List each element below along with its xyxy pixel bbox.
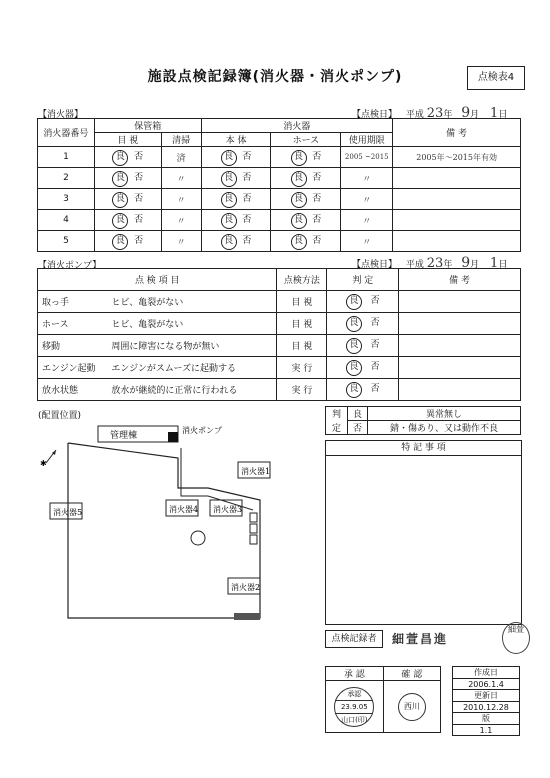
table-row — [38, 231, 521, 252]
item-judgement — [327, 379, 399, 401]
item-description: 放水が継続的に正常に行われる — [107, 379, 277, 401]
date-month: 9 — [461, 105, 471, 121]
legend-good-desc: 異常無し — [368, 407, 521, 421]
date-day: 1 — [490, 256, 499, 271]
remarks-value: 2005年～2015年有効 — [393, 147, 521, 168]
bad-mark: 否 — [312, 235, 322, 246]
item-remarks — [399, 357, 521, 379]
date-year-unit: 年 — [443, 110, 453, 120]
revision-table — [452, 666, 520, 736]
item-part: 取っ手 — [38, 291, 108, 313]
item-remarks — [399, 313, 521, 335]
body-judgement — [201, 231, 271, 252]
visual-judgement — [94, 231, 161, 252]
cleaning-value: 〃 — [161, 210, 201, 231]
page-title: 施設点検記録簿(消火器・消火ポンプ) — [147, 69, 403, 85]
bad-mark: 否 — [242, 193, 252, 204]
bad-mark: 否 — [370, 340, 380, 350]
cleaning-value: 〃 — [161, 189, 201, 210]
good-mark: 良 — [112, 192, 128, 208]
bad-mark: 否 — [134, 214, 144, 225]
updated-value: 2010.12.28 — [453, 702, 520, 713]
date-month-unit: 月 — [470, 110, 480, 120]
good-mark: 良 — [221, 192, 237, 208]
table-row — [38, 168, 521, 189]
expiry-value: 〃 — [341, 189, 393, 210]
item-method: 目 視 — [277, 335, 327, 357]
bad-mark: 否 — [134, 193, 144, 204]
item-method: 実 行 — [277, 357, 327, 379]
visual-judgement — [94, 210, 161, 231]
cleaning-value: 〃 — [161, 168, 201, 189]
confirm-stamp-cell — [383, 681, 440, 733]
bad-mark: 否 — [134, 151, 144, 162]
svg-text:消火器4: 消火器4 — [169, 505, 199, 514]
row-number: 5 — [38, 231, 95, 252]
bad-mark: 否 — [312, 214, 322, 225]
bad-mark: 否 — [242, 172, 252, 183]
hose-judgement — [271, 147, 341, 168]
item-description: ヒビ、亀裂がない — [107, 291, 277, 313]
bad-mark: 否 — [370, 384, 380, 394]
header-hose: ホース — [271, 133, 341, 147]
confirm-stamp: 西川 — [398, 693, 426, 721]
visual-judgement — [94, 189, 161, 210]
hose-judgement — [271, 231, 341, 252]
table-row — [38, 210, 521, 231]
recorder-seal: 細萱 — [502, 622, 530, 654]
table-row — [38, 379, 521, 401]
extinguisher-table — [37, 118, 521, 252]
bad-mark: 否 — [242, 151, 252, 162]
legend-bad-desc: 錆・傷あり、又は動作不良 — [368, 421, 521, 435]
header-remarks: 備 考 — [399, 269, 521, 291]
bad-mark: 否 — [134, 235, 144, 246]
item-description: 周囲に障害になる物が無い — [107, 335, 277, 357]
item-part: 放水状態 — [38, 379, 108, 401]
item-remarks — [399, 291, 521, 313]
floor-plan — [38, 418, 278, 628]
recorder-name: 細萱昌進 — [392, 632, 449, 646]
building-label: 管理棟 — [110, 431, 138, 441]
remarks-value — [393, 210, 521, 231]
pump-marker — [168, 432, 178, 442]
remarks-value — [393, 231, 521, 252]
special-notes-box — [325, 440, 522, 625]
compass-icon — [40, 450, 56, 468]
good-mark: 良 — [291, 171, 307, 187]
header-remarks: 備 考 — [393, 119, 521, 147]
cleaning-value: 済 — [161, 147, 201, 168]
date-day-unit: 日 — [498, 110, 508, 120]
item-part: 移動 — [38, 335, 108, 357]
header-visual: 目 視 — [94, 133, 161, 147]
bad-mark: 否 — [312, 151, 322, 162]
date-year: 23 — [426, 106, 444, 121]
body-judgement — [201, 147, 271, 168]
header-expiry: 使用期限 — [341, 133, 393, 147]
legend-bad-mark: 否 — [348, 421, 368, 435]
hatch-area — [234, 613, 260, 620]
good-mark: 良 — [346, 360, 362, 376]
item-judgement — [327, 357, 399, 379]
pump-table — [37, 268, 521, 401]
approval-table — [325, 666, 441, 733]
row-number: 3 — [38, 189, 95, 210]
version-value: 1.1 — [453, 725, 520, 736]
header-judge: 判 定 — [327, 269, 399, 291]
pump-location-label: 消火ポンプ — [182, 426, 222, 435]
body-judgement — [201, 210, 271, 231]
good-mark: 良 — [291, 192, 307, 208]
extinguisher-4-marker — [166, 500, 198, 516]
created-label: 作成日 — [453, 667, 520, 679]
bad-mark: 否 — [312, 193, 322, 204]
item-part: エンジン起動 — [38, 357, 108, 379]
confirm-label: 確 認 — [383, 667, 440, 681]
good-mark: 良 — [112, 213, 128, 229]
good-mark: 良 — [221, 150, 237, 166]
svg-text:✱: ✱ — [40, 459, 47, 468]
extinguisher-3-marker — [210, 500, 242, 516]
table-row — [38, 313, 521, 335]
legend-fixed: 定 — [326, 421, 348, 435]
item-method: 実 行 — [277, 379, 327, 401]
item-judgement — [327, 313, 399, 335]
extinguisher-rows — [38, 147, 521, 252]
item-method: 目 視 — [277, 313, 327, 335]
updated-label: 更新日 — [453, 690, 520, 702]
form-number: 点検表4 — [467, 66, 525, 90]
created-value: 2006.1.4 — [453, 679, 520, 690]
item-remarks — [399, 335, 521, 357]
good-mark: 良 — [221, 213, 237, 229]
header-method: 点検方法 — [277, 269, 327, 291]
table-row — [38, 147, 521, 168]
good-mark: 良 — [112, 234, 128, 250]
hose-judgement — [271, 189, 341, 210]
table-row — [38, 189, 521, 210]
item-description: ヒビ、亀裂がない — [107, 313, 277, 335]
good-mark: 良 — [346, 338, 362, 354]
svg-text:消火器3: 消火器3 — [213, 505, 243, 514]
row-number: 4 — [38, 210, 95, 231]
bad-mark: 否 — [370, 362, 380, 372]
bad-mark: 否 — [370, 318, 380, 328]
row-number: 1 — [38, 147, 95, 168]
date-era: 平成 — [405, 260, 424, 270]
item-method: 目 視 — [277, 291, 327, 313]
header-cleaning: 清掃 — [161, 133, 201, 147]
row-number: 2 — [38, 168, 95, 189]
legend-judge: 判 — [326, 407, 348, 421]
date-era: 平成 — [405, 110, 424, 120]
legend-good-mark: 良 — [348, 407, 368, 421]
body-judgement — [201, 189, 271, 210]
item-judgement — [327, 291, 399, 313]
header-item: 点 検 項 目 — [38, 269, 277, 291]
date-day: 1 — [490, 106, 499, 121]
extinguisher-5-marker — [50, 503, 82, 519]
good-mark: 良 — [291, 213, 307, 229]
extinguisher-section-label: 【消火器】 — [38, 110, 84, 120]
date-day-unit: 日 — [498, 260, 508, 270]
bad-mark: 否 — [242, 214, 252, 225]
header-storage: 保管箱 — [94, 119, 201, 133]
good-mark: 良 — [291, 234, 307, 250]
good-mark: 良 — [221, 171, 237, 187]
bad-mark: 否 — [312, 172, 322, 183]
table-row — [38, 335, 521, 357]
header-number: 消火器番号 — [38, 119, 95, 147]
bad-mark: 否 — [242, 235, 252, 246]
recorder-label: 点検記録者 — [325, 630, 383, 648]
item-judgement — [327, 335, 399, 357]
expiry-value: 〃 — [341, 231, 393, 252]
svg-text:消火器5: 消火器5 — [53, 508, 83, 517]
approve-stamp-cell — [326, 681, 384, 733]
extinguisher-1-marker — [238, 462, 270, 478]
header-body: 本 体 — [201, 133, 271, 147]
expiry-value: 2005 ~2015 — [341, 147, 393, 168]
version-label: 版 — [453, 713, 520, 725]
remarks-value — [393, 189, 521, 210]
visual-judgement — [94, 168, 161, 189]
approve-label: 承 認 — [326, 667, 384, 681]
equipment-box — [250, 513, 257, 522]
date-month: 9 — [461, 255, 471, 271]
legend-table — [325, 406, 521, 435]
approve-stamp — [334, 687, 374, 727]
date-label: 【点検日】 — [352, 260, 398, 270]
svg-text:消火器1: 消火器1 — [241, 467, 271, 476]
item-part: ホース — [38, 313, 108, 335]
table-row — [38, 291, 521, 313]
good-mark: 良 — [346, 382, 362, 398]
good-mark: 良 — [221, 234, 237, 250]
bad-mark: 否 — [370, 296, 380, 306]
good-mark: 良 — [112, 171, 128, 187]
remarks-value — [393, 168, 521, 189]
cleaning-value: 〃 — [161, 231, 201, 252]
equipment-box — [250, 535, 257, 544]
hose-judgement — [271, 210, 341, 231]
header-extinguisher: 消火器 — [201, 119, 393, 133]
table-row — [38, 357, 521, 379]
layout-label: (配置位置) — [38, 411, 82, 421]
approve-stamp-name: 山口(印) — [341, 715, 368, 724]
date-year: 23 — [426, 256, 444, 271]
special-notes-title: 特 記 事 項 — [326, 441, 521, 456]
body-judgement — [201, 168, 271, 189]
pump-section-label: 【消火ポンプ】 — [38, 261, 102, 271]
item-remarks — [399, 379, 521, 401]
svg-text:消火器2: 消火器2 — [231, 583, 261, 592]
approve-stamp-date: 23.9.05 — [335, 700, 373, 714]
good-mark: 良 — [346, 316, 362, 332]
good-mark: 良 — [112, 150, 128, 166]
bad-mark: 否 — [134, 172, 144, 183]
good-mark: 良 — [346, 294, 362, 310]
expiry-value: 〃 — [341, 210, 393, 231]
date-year-unit: 年 — [443, 260, 453, 270]
equipment-box — [250, 524, 257, 533]
good-mark: 良 — [291, 150, 307, 166]
item-description: エンジンがスムーズに起動する — [107, 357, 277, 379]
tree-marker — [191, 531, 205, 545]
hose-judgement — [271, 168, 341, 189]
visual-judgement — [94, 147, 161, 168]
extinguisher-2-marker — [228, 578, 260, 594]
approve-stamp-top: 承認 — [347, 689, 362, 698]
date-month-unit: 月 — [470, 260, 480, 270]
expiry-value: 〃 — [341, 168, 393, 189]
date-label: 【点検日】 — [352, 110, 398, 120]
